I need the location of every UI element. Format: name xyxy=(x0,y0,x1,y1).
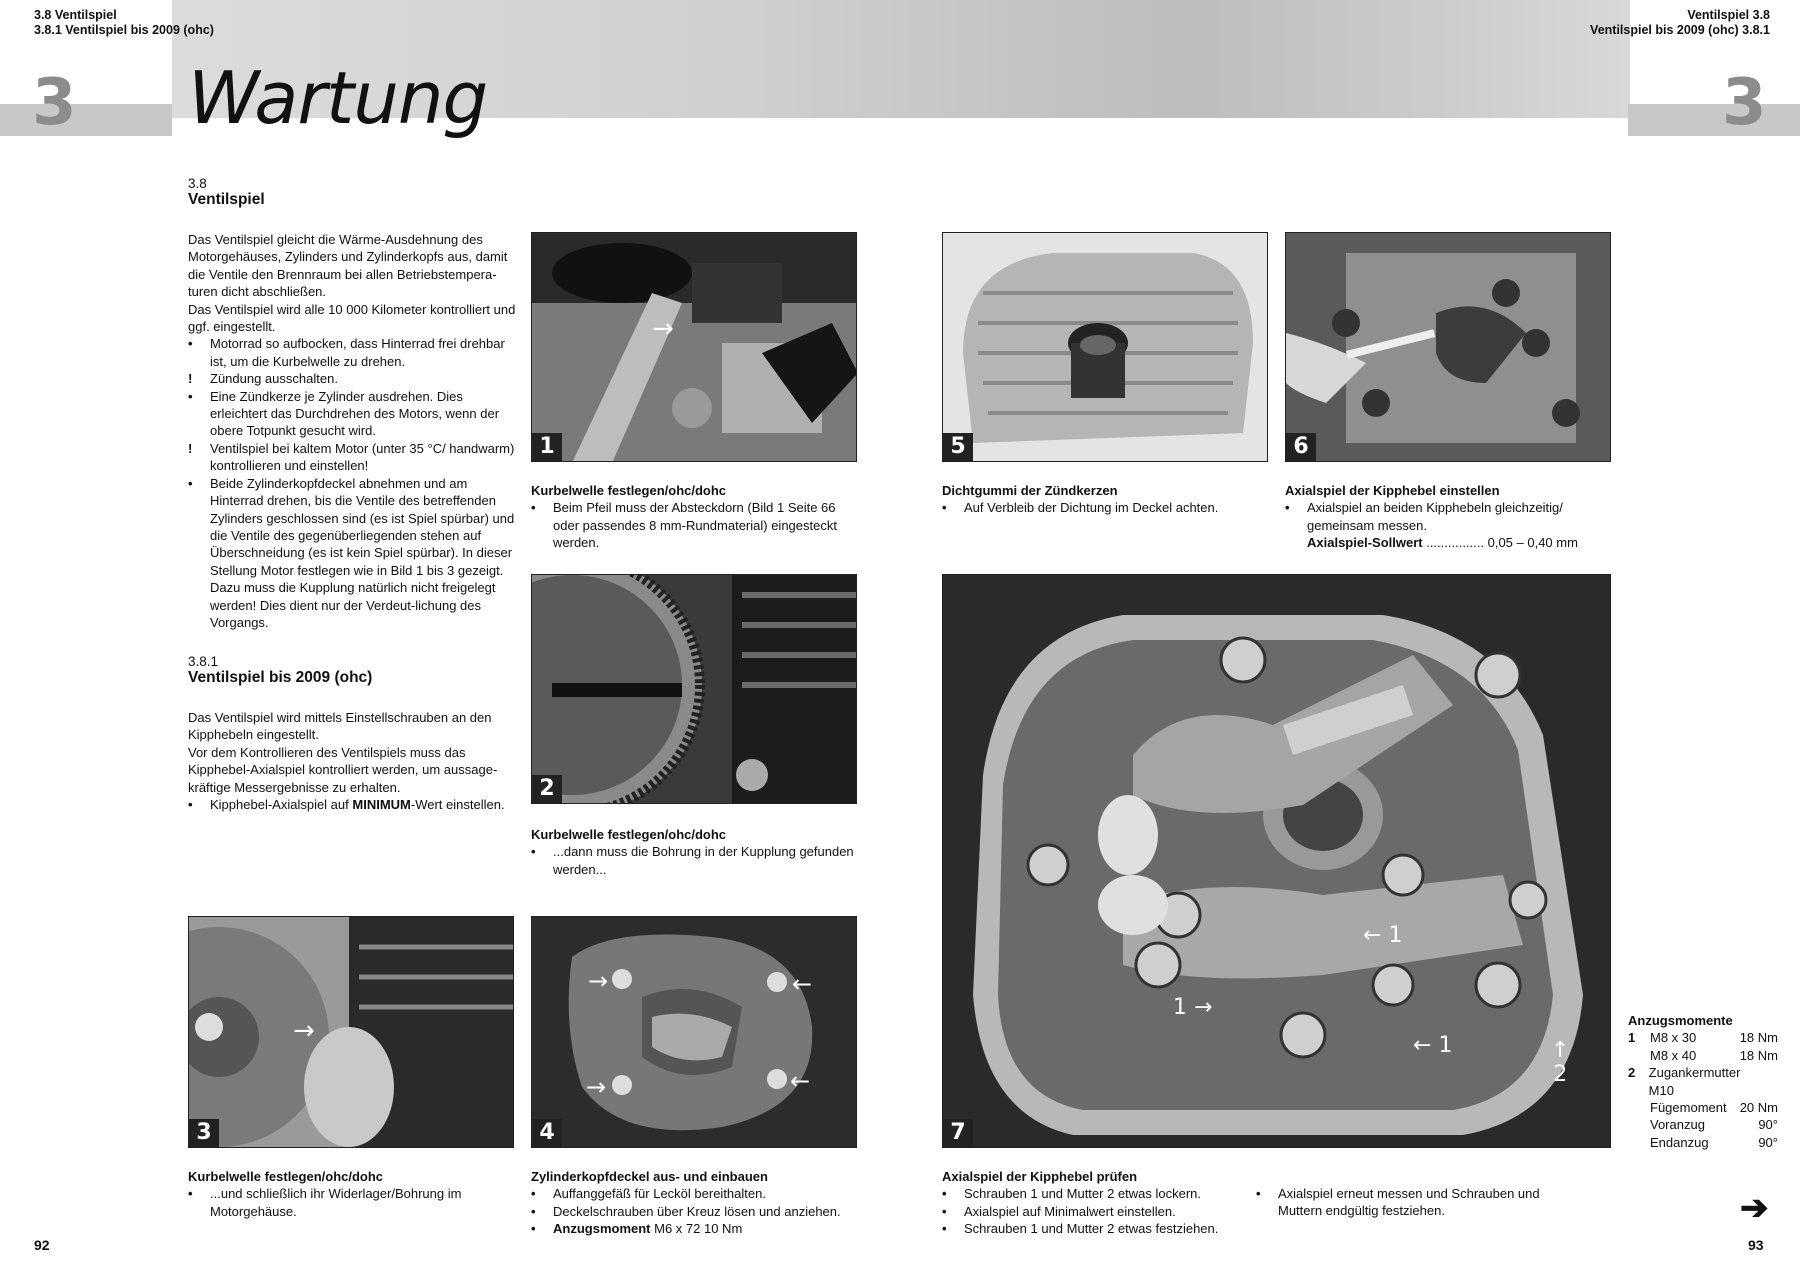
section-number: 3.8 xyxy=(188,176,207,191)
figure-2-photo xyxy=(531,574,857,804)
torque-row: Endanzug 90° xyxy=(1650,1134,1778,1150)
running-head-left: 3.8 Ventilspiel 3.8.1 Ventilspiel bis 2009 (ohc) xyxy=(34,8,214,37)
figure-6-caption: Axialspiel der Kipphebel einstellen • Axialspiel an beiden Kipphebeln gleichzeitig/ gemeinsam messen. Axialspiel-Sollwert ................ 0,05 – 0,40 mm xyxy=(1285,483,1578,551)
figure-number: 5 xyxy=(943,433,973,461)
section-heading: Ventilspiel bis 2009 (ohc) xyxy=(188,669,373,686)
fig7-label-1-bottom: ← 1 xyxy=(1413,1033,1453,1058)
header-grey-strip-right xyxy=(1628,104,1800,136)
figure-3-caption: Kurbelwelle festlegen/ohc/dohc • ...und schließlich ihr Widerlager/Bohrung im Motorgehäuse. xyxy=(188,1169,462,1219)
figure-2-caption: Kurbelwelle festlegen/ohc/dohc • ...dann muss die Bohrung in der Kupplung gefunden werden... xyxy=(531,827,854,877)
figure-7-caption: Axialspiel der Kipphebel prüfen • Schrauben 1 und Mutter 2 etwas lockern. • Axialspiel auf Minimalwert einstellen. • Schrauben 1 und Mutter 2 etwas festziehen. xyxy=(942,1169,1219,1237)
figure-3-photo xyxy=(188,916,514,1148)
svg-text:←: ← xyxy=(790,1067,811,1095)
page-number-right: 93 xyxy=(1748,1237,1764,1253)
figure-number: 2 xyxy=(532,775,562,803)
svg-text:→: → xyxy=(588,967,609,995)
figure-4-caption: Zylinderkopfdeckel aus- und einbauen • Auffanggefäß für Lecköl bereithalten. • Deckelschrauben über Kreuz lösen und anziehen. • Anzugsmoment M6 x 72 10 Nm xyxy=(531,1169,841,1237)
running-head-right: Ventilspiel 3.8 Ventilspiel bis 2009 (ohc) 3.8.1 xyxy=(1590,8,1770,37)
paragraph: Das Ventilspiel wird mittels Einstellschrauben an den Kipphebeln eingestellt. xyxy=(188,710,492,743)
figure-number: 6 xyxy=(1286,433,1316,461)
figure-number: 4 xyxy=(532,1119,562,1147)
figure-number: 7 xyxy=(943,1119,973,1147)
fig7-label-1-top: ← 1 xyxy=(1363,923,1403,948)
svg-text:←: ← xyxy=(792,970,813,998)
figure-5-photo xyxy=(942,232,1268,462)
page-number-left: 92 xyxy=(34,1237,50,1253)
section-body xyxy=(188,709,518,813)
svg-text:→: → xyxy=(652,314,674,344)
torque-box xyxy=(1628,1012,1778,1151)
torque-title: Anzugsmomente xyxy=(1628,1013,1733,1028)
torque-row: Fügemoment 20 Nm xyxy=(1650,1100,1778,1116)
torque-row: 1 M8 x 30 18 Nm xyxy=(1628,1030,1778,1046)
torque-row: M8 x 40 18 Nm xyxy=(1650,1047,1778,1063)
figure-1-photo xyxy=(531,232,857,462)
figure-6-photo xyxy=(1285,232,1611,462)
figure-4-photo xyxy=(531,916,857,1148)
torque-row: Voranzug 90° xyxy=(1650,1117,1778,1133)
figure-7-photo xyxy=(942,574,1611,1148)
list-item: • Motorrad so aufbocken, dass Hinterrad frei drehbar ist, um die Kurbelwelle zu drehen. xyxy=(188,336,505,369)
paragraph: Vor dem Kontrollieren des Ventilspiels muss das Kipphebel-Axialspiel kontrolliert werden, um aussage-kräftige Messergebnisse zu erhalten. xyxy=(188,744,498,795)
svg-text:→: → xyxy=(293,1016,315,1046)
figure-5-caption: Dichtgummi der Zündkerzen • Auf Verbleib der Dichtung im Deckel achten. xyxy=(942,483,1219,516)
svg-text:→: → xyxy=(586,1073,607,1101)
chapter-title: Wartung xyxy=(188,56,488,140)
section-body xyxy=(188,231,518,631)
figure-1-caption: Kurbelwelle festlegen/ohc/dohc • Beim Pfeil muss der Absteckdorn (Bild 1 Seite 66 oder passendes 8 mm-Rundmaterial) eingesteckt werden. xyxy=(531,483,837,551)
section-3-8-1 xyxy=(188,654,518,813)
paragraph: Das Ventilspiel gleicht die Wärme-Ausdehnung des Motorgehäuses, Zylinders und Zylinderkopfs aus, damit die Ventile den Brennraum bei allen Betriebstempera-turen dicht abschließen. xyxy=(188,232,508,300)
section-3-8 xyxy=(188,176,518,631)
section-heading: Ventilspiel xyxy=(188,191,265,208)
torque-row: 2 Zugankermutter M10 xyxy=(1628,1065,1741,1098)
figure-number: 3 xyxy=(189,1119,219,1147)
fig7-label-1-left: 1 → xyxy=(1173,995,1213,1020)
list-item: ! Zündung ausschalten. xyxy=(188,371,338,387)
list-item: • Eine Zündkerze je Zylinder ausdrehen. Dies erleichtert das Durchdrehen des Motors, wenn der obere Totpunkt gesucht wird. xyxy=(188,388,500,439)
list-item: • Kipphebel-Axialspiel auf MINIMUM-Wert einstellen. xyxy=(188,797,505,813)
figure-number: 1 xyxy=(532,433,562,461)
fig7-label-2: ↑ 2 xyxy=(1551,1038,1570,1087)
header-grey-strip-left xyxy=(0,104,172,136)
list-item: • Beide Zylinderkopfdeckel abnehmen und am Hinterrad drehen, bis die Ventile des betreffenden Zylinders geschlossen sind (es ist Spiel spürbar) und die Ventile des gegenüberliegenden stehen auf Überschneidung (es ist kein Spiel spürbar). In dieser Stellung Motor festlegen wie in Bild 1 bis 3 gezeigt. Dazu muss die Kupplung natürlich nicht freigelegt werden! Dies dient nur der Verdeut-lichung des Vorgangs. xyxy=(188,475,515,630)
chapter-number-left: 3 xyxy=(32,66,77,140)
list-item: ! Ventilspiel bei kaltem Motor (unter 35 °C/ handwarm) kontrollieren und einstellen! xyxy=(188,440,515,474)
chapter-number-right: 3 xyxy=(1722,66,1767,140)
next-page-arrow-icon[interactable]: ➔ xyxy=(1740,1189,1769,1227)
figure-7-caption-col2: • Axialspiel erneut messen und Schrauben und Muttern endgültig festziehen. xyxy=(1256,1186,1540,1219)
section-number: 3.8.1 xyxy=(188,654,219,669)
paragraph: Das Ventilspiel wird alle 10 000 Kilometer kontrolliert und ggf. eingestellt. xyxy=(188,301,516,335)
